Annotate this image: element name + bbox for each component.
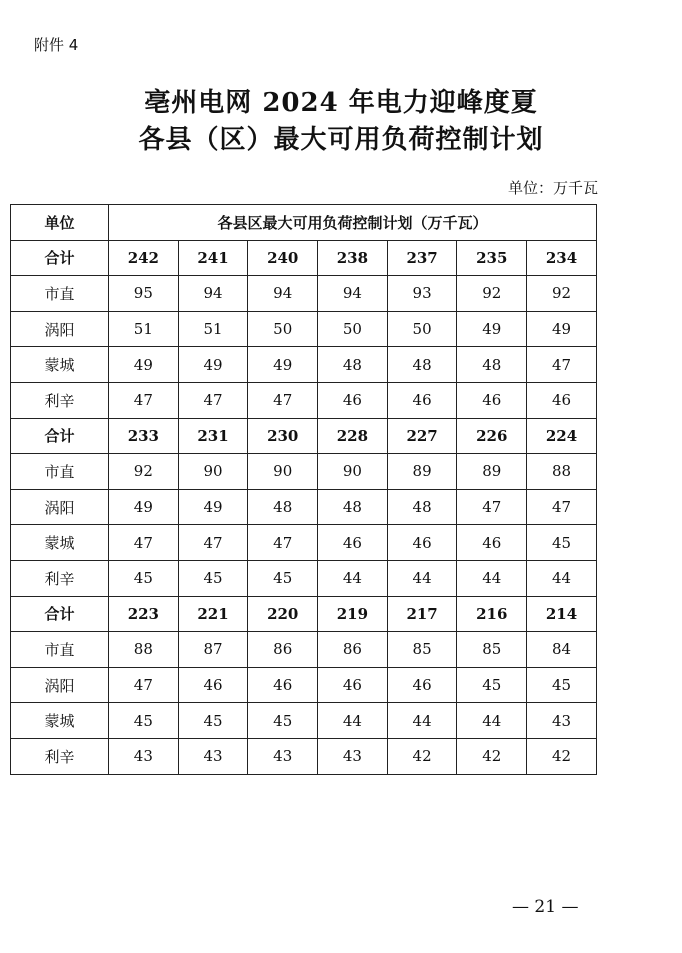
table-cell-value: 228 — [318, 418, 388, 454]
row-unit-name: 涡阳 — [11, 667, 109, 703]
table-cell-value: 92 — [527, 276, 597, 312]
table-cell-value: 94 — [178, 276, 248, 312]
table-cell-value: 49 — [109, 347, 179, 383]
table-cell-value: 85 — [457, 632, 527, 668]
table-cell-value: 214 — [527, 596, 597, 632]
table-row — [11, 632, 597, 668]
page-number: — 21 — — [512, 897, 579, 917]
table-cell-value: 47 — [248, 382, 318, 418]
table-cell-value: 86 — [318, 632, 388, 668]
table-cell-value: 49 — [109, 489, 179, 525]
table-cell-value: 241 — [178, 240, 248, 276]
table-cell-value: 223 — [109, 596, 179, 632]
row-unit-name: 市直 — [11, 276, 109, 312]
table-cell-value: 45 — [109, 560, 179, 596]
table-cell-value: 47 — [109, 382, 179, 418]
table-row — [11, 454, 597, 490]
row-unit-name: 市直 — [11, 454, 109, 490]
table-cell-value: 43 — [318, 738, 388, 774]
table-row — [11, 738, 597, 774]
table-cell-value: 85 — [387, 632, 457, 668]
table-cell-value: 42 — [527, 738, 597, 774]
table-cell-value: 44 — [387, 703, 457, 739]
table-row-total — [11, 240, 597, 276]
table-cell-value: 48 — [387, 489, 457, 525]
table-cell-value: 47 — [178, 382, 248, 418]
table-row — [11, 382, 597, 418]
table-cell-value: 46 — [387, 525, 457, 561]
table-row — [11, 667, 597, 703]
table-cell-value: 227 — [387, 418, 457, 454]
row-unit-name: 涡阳 — [11, 489, 109, 525]
row-unit-name: 合计 — [11, 418, 109, 454]
table-cell-value: 46 — [457, 382, 527, 418]
table-cell-value: 51 — [178, 311, 248, 347]
table-cell-value: 45 — [527, 667, 597, 703]
table-cell-value: 233 — [109, 418, 179, 454]
title-line-1: 亳州电网 2024 年电力迎峰度夏 — [144, 88, 538, 118]
table-cell-value: 45 — [178, 560, 248, 596]
table-row-total — [11, 596, 597, 632]
row-unit-name: 市直 — [11, 632, 109, 668]
table-cell-value: 46 — [387, 382, 457, 418]
title-line-2: 各县（区）最大可用负荷控制计划 — [138, 125, 544, 155]
table-cell-value: 224 — [527, 418, 597, 454]
table-cell-value: 86 — [248, 632, 318, 668]
table-cell-value: 46 — [318, 382, 388, 418]
table-cell-value: 45 — [527, 525, 597, 561]
table-cell-value: 44 — [527, 560, 597, 596]
table-row — [11, 525, 597, 561]
table-cell-value: 46 — [248, 667, 318, 703]
table-cell-value: 46 — [527, 382, 597, 418]
table-cell-value: 49 — [457, 311, 527, 347]
table-cell-value: 226 — [457, 418, 527, 454]
table-cell-value: 48 — [248, 489, 318, 525]
table-cell-value: 90 — [178, 454, 248, 490]
load-plan-table — [10, 204, 597, 775]
table-cell-value: 238 — [318, 240, 388, 276]
table-cell-value: 234 — [527, 240, 597, 276]
table-cell-value: 47 — [109, 667, 179, 703]
table-cell-value: 93 — [387, 276, 457, 312]
table-cell-value: 48 — [457, 347, 527, 383]
header-unit: 单位 — [11, 205, 109, 241]
table-cell-value: 43 — [178, 738, 248, 774]
table-cell-value: 217 — [387, 596, 457, 632]
table-cell-value: 88 — [109, 632, 179, 668]
table-cell-value: 90 — [318, 454, 388, 490]
row-unit-name: 蒙城 — [11, 347, 109, 383]
table-row-total — [11, 418, 597, 454]
table-cell-value: 47 — [109, 525, 179, 561]
table-cell-value: 45 — [248, 560, 318, 596]
table-cell-value: 45 — [109, 703, 179, 739]
table-cell-value: 49 — [178, 347, 248, 383]
table-cell-value: 46 — [318, 525, 388, 561]
table-cell-value: 84 — [527, 632, 597, 668]
table-cell-value: 219 — [318, 596, 388, 632]
table-cell-value: 235 — [457, 240, 527, 276]
table-cell-value: 43 — [109, 738, 179, 774]
table-cell-value: 48 — [318, 347, 388, 383]
table-body — [11, 240, 597, 774]
table-cell-value: 92 — [457, 276, 527, 312]
table-cell-value: 87 — [178, 632, 248, 668]
table-cell-value: 90 — [248, 454, 318, 490]
table-cell-value: 88 — [527, 454, 597, 490]
table-cell-value: 47 — [527, 347, 597, 383]
table-cell-value: 43 — [248, 738, 318, 774]
table-cell-value: 92 — [109, 454, 179, 490]
table-cell-value: 45 — [248, 703, 318, 739]
table-cell-value: 94 — [318, 276, 388, 312]
table-cell-value: 220 — [248, 596, 318, 632]
table-cell-value: 240 — [248, 240, 318, 276]
table-cell-value: 42 — [457, 738, 527, 774]
table-cell-value: 43 — [527, 703, 597, 739]
table-cell-value: 44 — [387, 560, 457, 596]
table-cell-value: 48 — [387, 347, 457, 383]
table-cell-value: 44 — [318, 560, 388, 596]
row-unit-name: 合计 — [11, 596, 109, 632]
header-plan: 各县区最大可用负荷控制计划（万千瓦） — [109, 205, 597, 241]
table-cell-value: 46 — [387, 667, 457, 703]
row-unit-name: 蒙城 — [11, 703, 109, 739]
table-cell-value: 237 — [387, 240, 457, 276]
row-unit-name: 利辛 — [11, 382, 109, 418]
table-cell-value: 44 — [457, 703, 527, 739]
table-row — [11, 703, 597, 739]
table-cell-value: 51 — [109, 311, 179, 347]
table-cell-value: 49 — [178, 489, 248, 525]
table-cell-value: 50 — [248, 311, 318, 347]
row-unit-name: 蒙城 — [11, 525, 109, 561]
table-cell-value: 89 — [387, 454, 457, 490]
table-cell-value: 49 — [527, 311, 597, 347]
row-unit-name: 利辛 — [11, 738, 109, 774]
table-row — [11, 311, 597, 347]
table-cell-value: 50 — [318, 311, 388, 347]
attachment-label: 附件 4 — [34, 36, 79, 54]
table-cell-value: 47 — [248, 525, 318, 561]
table-cell-value: 46 — [457, 525, 527, 561]
row-unit-name: 利辛 — [11, 560, 109, 596]
table-header-row — [11, 205, 597, 241]
table-cell-value: 47 — [527, 489, 597, 525]
table-cell-value: 48 — [318, 489, 388, 525]
row-unit-name: 涡阳 — [11, 311, 109, 347]
table-cell-value: 44 — [318, 703, 388, 739]
table-cell-value: 95 — [109, 276, 179, 312]
table-cell-value: 221 — [178, 596, 248, 632]
table-cell-value: 46 — [318, 667, 388, 703]
table-row — [11, 276, 597, 312]
table-cell-value: 50 — [387, 311, 457, 347]
table-row — [11, 560, 597, 596]
table-cell-value: 49 — [248, 347, 318, 383]
table-cell-value: 45 — [178, 703, 248, 739]
table-cell-value: 47 — [457, 489, 527, 525]
unit-note: 单位：万千瓦 — [507, 179, 598, 197]
table-row — [11, 347, 597, 383]
table-cell-value: 231 — [178, 418, 248, 454]
table-cell-value: 47 — [178, 525, 248, 561]
table-row — [11, 489, 597, 525]
table-cell-value: 230 — [248, 418, 318, 454]
table-cell-value: 42 — [387, 738, 457, 774]
table-cell-value: 45 — [457, 667, 527, 703]
table-cell-value: 242 — [109, 240, 179, 276]
row-unit-name: 合计 — [11, 240, 109, 276]
table-cell-value: 89 — [457, 454, 527, 490]
table-cell-value: 44 — [457, 560, 527, 596]
table-cell-value: 216 — [457, 596, 527, 632]
table-cell-value: 94 — [248, 276, 318, 312]
table-cell-value: 46 — [178, 667, 248, 703]
